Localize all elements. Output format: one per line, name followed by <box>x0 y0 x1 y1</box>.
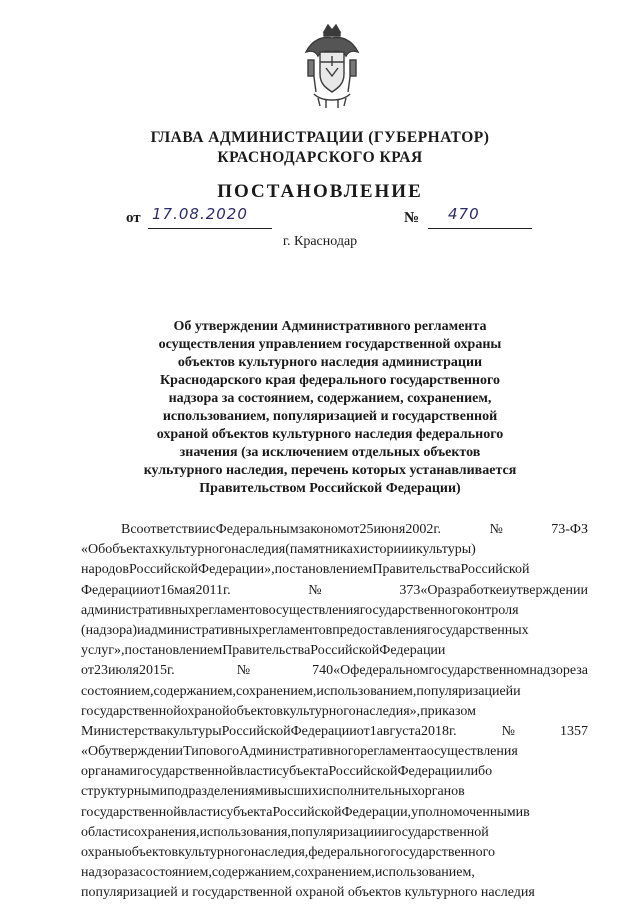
body-word: предоставления <box>332 622 427 638</box>
body-word: наследия», <box>355 703 421 719</box>
body-word: Федерации <box>379 643 446 659</box>
body-word: № <box>456 723 560 739</box>
title-line: использованием, популяризацией и государственной <box>162 409 498 424</box>
body-word: и <box>408 542 416 558</box>
body-word: 740 <box>312 663 334 679</box>
body-word: «О <box>333 663 351 679</box>
body-line <box>81 581 588 601</box>
body-word: 2018 <box>420 723 449 739</box>
body-word: наследия, <box>250 845 309 860</box>
body-word: Российской <box>460 562 530 578</box>
body-word: от <box>147 582 161 598</box>
body-word: регламентов <box>195 602 269 618</box>
title-line: Краснодарского края федерального государственного <box>160 373 500 388</box>
body-word: июля <box>107 663 139 679</box>
body-word: 25 <box>359 522 374 537</box>
title-line: Об утверждении Административного регламента <box>173 319 487 334</box>
body-word: использованием, <box>374 865 475 881</box>
body-line <box>81 520 588 540</box>
body-word: «Об <box>81 744 105 760</box>
body-line <box>81 661 588 681</box>
body-word: в <box>523 804 530 820</box>
body-word: субъекта <box>276 764 329 780</box>
body-word: (надзора) <box>81 622 137 638</box>
body-line <box>81 762 588 782</box>
body-word: Федерации <box>290 723 357 739</box>
document-date: 17.08.2020 <box>152 205 248 223</box>
body-word: за <box>576 663 588 679</box>
body-word: государственной <box>137 764 237 780</box>
body-word: состоянием, <box>81 683 154 699</box>
city: г. Краснодар <box>282 234 358 249</box>
authority-region: КРАСНОДАРСКОГО КРАЯ <box>217 149 423 166</box>
body-word: мая <box>174 582 196 598</box>
title-line: Правительством Российской Федерации) <box>199 481 461 496</box>
body-word: (памятниках <box>285 542 360 558</box>
number-underline <box>428 228 532 229</box>
body-word: субъекта <box>220 804 273 820</box>
body-word: Правительства <box>372 562 461 578</box>
body-word: разработке <box>437 582 503 598</box>
body-word: соответствии <box>130 522 210 537</box>
body-word: № <box>441 522 552 537</box>
body-word: постановлением <box>124 643 223 659</box>
body-word: исполнительных <box>318 784 418 800</box>
body-word: сохранения, <box>127 824 200 840</box>
body-word: федеральном <box>350 663 429 679</box>
body-word: утверждении <box>104 744 184 760</box>
body-word: структурными <box>81 784 168 800</box>
body-word: июня <box>373 522 406 537</box>
body-line <box>81 641 588 661</box>
document-body <box>81 520 588 904</box>
body-line <box>81 722 588 742</box>
body-word: 373 <box>399 582 421 598</box>
title-line: значения (за исключением отдельных объектов <box>179 445 481 460</box>
document-number: 470 <box>448 205 480 223</box>
body-word: государственной <box>81 804 181 820</box>
title-line: надзора за состоянием, содержанием, сохранением, <box>168 391 492 406</box>
body-line <box>81 843 588 863</box>
body-word: г. <box>166 663 175 679</box>
title-line: охраной объектов культурного наследия федерального <box>156 427 504 442</box>
body-word: Федерации <box>397 764 464 780</box>
body-word: содержанием, <box>153 683 237 699</box>
body-word: состоянием, <box>139 865 212 881</box>
body-word: Федерации, <box>341 804 412 820</box>
body-word: 2011 <box>195 582 223 598</box>
body-word: 1 <box>369 723 377 739</box>
body-word: 1357 <box>560 723 588 739</box>
body-word: административных <box>144 622 259 638</box>
body-line <box>81 601 588 621</box>
body-word: г. <box>433 522 441 537</box>
body-word: Правительства <box>222 643 311 659</box>
title-line: культурного наследия, перечень которых устанавливается <box>143 463 517 478</box>
body-line: популяризацией и государственной охраной объектов культурного наследия <box>81 885 535 901</box>
body-line <box>81 702 588 722</box>
body-word: и <box>137 622 145 638</box>
body-word: «О <box>420 582 438 598</box>
body-word: услуг», <box>81 643 125 659</box>
authority-name: ГЛАВА АДМИНИСТРАЦИИ (ГУБЕРНАТОР) <box>150 129 490 146</box>
body-word: г. <box>448 723 457 739</box>
body-word: регламентов <box>258 622 333 638</box>
body-word: государственного <box>359 602 465 618</box>
document-type: ПОСТАНОВЛЕНИЕ <box>217 181 423 202</box>
body-word: культурного <box>158 542 232 558</box>
body-word: 16 <box>160 582 175 598</box>
body-word: государственной <box>388 824 489 840</box>
body-word: 73-ФЗ <box>551 522 588 537</box>
body-word: административных <box>81 602 196 618</box>
body-word: Российской <box>310 643 380 659</box>
krasnodar-krai-coat-of-arms-icon <box>302 22 362 110</box>
body-word: содержанием, <box>211 865 295 881</box>
body-word: 2015 <box>138 663 167 679</box>
body-word: № <box>230 582 400 598</box>
body-word: истории <box>359 542 409 558</box>
body-word: Российской <box>328 764 398 780</box>
body-word: объектов <box>124 845 179 860</box>
body-word: Административного <box>239 744 361 760</box>
body-word: осуществления <box>426 744 518 760</box>
body-word: и <box>513 683 521 699</box>
body-word: использованием, <box>316 683 417 699</box>
body-word: осуществления <box>268 602 360 618</box>
body-word: утверждении <box>509 582 588 598</box>
date-label: от <box>126 210 141 226</box>
body-word: Федерации», <box>198 562 275 578</box>
body-word: Министерства <box>81 723 167 739</box>
body-word: Российской <box>272 804 342 820</box>
body-word: объектов <box>229 703 284 719</box>
body-word: подразделениями <box>167 784 272 800</box>
body-word: регламента <box>360 744 427 760</box>
title-line: осуществления управлением государственной охраны <box>158 337 502 352</box>
body-word: органами <box>81 764 138 780</box>
body-word: народов <box>81 562 130 578</box>
body-word: власти <box>180 804 221 820</box>
body-word: культуры) <box>415 542 476 558</box>
body-word: Российской <box>221 723 291 739</box>
body-word: № <box>174 663 313 679</box>
body-word: органов <box>417 784 465 800</box>
body-word: августа <box>376 723 421 739</box>
body-word: культурного <box>178 845 251 860</box>
body-line <box>81 863 588 883</box>
body-word: культурного <box>283 703 356 719</box>
body-word: объектах <box>105 542 159 558</box>
body-word: популяризации <box>290 824 382 840</box>
body-word: Типового <box>183 744 240 760</box>
body-word: с <box>209 522 216 537</box>
body-word: сохранением, <box>294 865 375 881</box>
body-word: Федеральным <box>215 522 299 537</box>
body-word: культуры <box>166 723 222 739</box>
body-word: уполномоченными <box>411 804 524 820</box>
body-line <box>81 682 588 702</box>
body-word: популяризацией <box>416 683 514 699</box>
body-word: Федерации <box>81 582 148 598</box>
body-word: государственном <box>428 663 530 679</box>
body-line <box>81 621 588 641</box>
body-word: наследия <box>231 542 286 558</box>
body-word: от <box>81 663 94 679</box>
body-word: сохранением, <box>236 683 317 699</box>
body-word: от <box>346 522 360 537</box>
body-word: федерального <box>308 845 391 860</box>
body-line <box>81 540 588 560</box>
body-word: 2002 <box>405 522 434 537</box>
body-word: охраной <box>180 703 230 719</box>
body-word: за <box>127 865 140 881</box>
body-word: власти <box>236 764 277 780</box>
body-word: В <box>121 522 131 537</box>
body-word: охраны <box>81 845 125 860</box>
body-word: законом <box>298 522 347 537</box>
body-word: государственных <box>426 622 529 638</box>
body-word: использования, <box>199 824 291 840</box>
body-word: государственного <box>390 845 496 860</box>
body-line <box>81 823 588 843</box>
body-word: Российской <box>129 562 199 578</box>
body-word: и <box>502 582 510 598</box>
date-underline <box>148 228 272 229</box>
body-word: надзоре <box>529 663 577 679</box>
body-line <box>81 560 588 580</box>
body-word: г. <box>222 582 231 598</box>
body-word: от <box>356 723 370 739</box>
body-word: государственной <box>81 703 181 719</box>
body-line <box>81 782 588 802</box>
body-word: «Об <box>81 542 106 558</box>
body-line <box>81 742 588 762</box>
number-label: № <box>404 210 420 226</box>
body-word: постановлением <box>274 562 373 578</box>
body-word: контроля <box>464 602 519 618</box>
body-word: либо <box>463 764 493 780</box>
body-word: 23 <box>93 663 108 679</box>
body-word: надзора <box>81 865 128 881</box>
body-line <box>81 803 588 823</box>
body-word: высших <box>271 784 319 800</box>
body-word: и <box>381 824 389 840</box>
body-word: области <box>81 824 128 840</box>
document-title <box>118 318 542 498</box>
body-word: приказом <box>420 703 477 719</box>
title-line: объектов культурного наследия администрации <box>177 355 483 370</box>
